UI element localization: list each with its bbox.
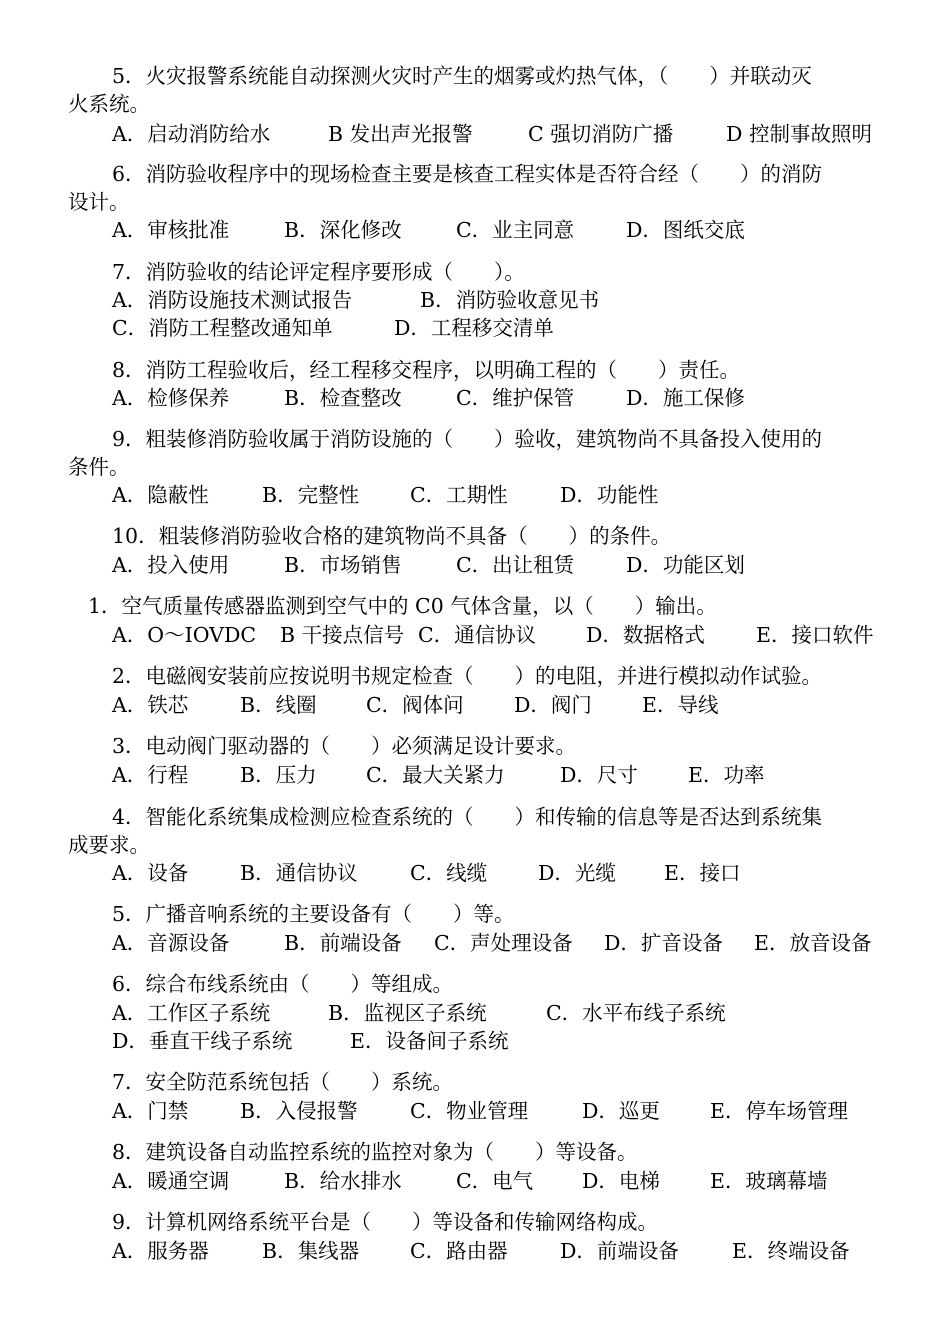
answer-option: D．垂直干线子系统 [112,1029,293,1053]
question-stem: 1．空气质量传感器监测到空气中的 C0 气体含量，以（ ）输出。 [88,594,717,618]
question-stem-continuation: 条件。 [68,455,130,479]
answer-option: E．放音设备 [754,931,872,955]
answer-option: B．给水排水 [284,1169,402,1193]
answer-option: C．维护保管 [456,386,575,410]
answer-option: D．巡更 [582,1099,660,1123]
answer-option: C．线缆 [410,861,488,885]
question-stem: 2．电磁阀安装前应按说明书规定检查（ ）的电阻，并进行模拟动作试验。 [112,664,823,688]
question-stem: 7．安全防范系统包括（ ）系统。 [112,1070,454,1094]
answer-option: A．审核批准 [112,218,230,242]
answer-option: B．消防验收意见书 [420,288,600,312]
answer-option: E．玻璃幕墙 [710,1169,828,1193]
answer-option: D．光缆 [538,861,616,885]
answer-option: E．设备间子系统 [350,1029,509,1053]
answer-option: C．业主同意 [456,218,575,242]
answer-option: A．设备 [112,861,189,885]
answer-option: C．消防工程整改通知单 [112,316,333,340]
question-stem: 9．粗装修消防验收属于消防设施的（ ）验收，建筑物尚不具备投入使用的 [112,427,823,451]
question-stem: 4．智能化系统集成检测应检查系统的（ ）和传输的信息等是否达到系统集 [112,805,823,829]
answer-option: A．暖通空调 [112,1169,230,1193]
answer-option: B．深化修改 [284,218,402,242]
answer-option: A．消防设施技术测试报告 [112,288,353,312]
answer-option: A．门禁 [112,1099,189,1123]
answer-option: C．最大关紧力 [366,763,505,787]
answer-option: A．启动消防给水 [112,122,271,146]
answer-option: B 干接点信号 [280,623,405,647]
answer-option: A．O～IOVDC [112,623,257,647]
answer-option: C．物业管理 [410,1099,529,1123]
answer-option: A．行程 [112,763,189,787]
answer-option: D．功能性 [560,483,659,507]
answer-option: D．数据格式 [586,623,705,647]
answer-option: C．阀体问 [366,693,464,717]
answer-option: B．检查整改 [284,386,402,410]
answer-option: C．路由器 [410,1239,508,1263]
answer-option: D．电梯 [582,1169,660,1193]
question-stem: 10．粗装修消防验收合格的建筑物尚不具备（ ）的条件。 [112,524,672,548]
answer-option: A．隐蔽性 [112,483,209,507]
answer-option: A．铁芯 [112,693,189,717]
answer-option: D．阀门 [514,693,592,717]
question-stem: 5．火灾报警系统能自动探测火灾时产生的烟雾或灼热气体，（ ）并联动灭 [112,64,812,88]
answer-option: B．完整性 [262,483,360,507]
answer-option: D 控制事故照明 [726,122,872,146]
answer-option: A．服务器 [112,1239,209,1263]
answer-option: C．出让租赁 [456,553,575,577]
answer-option: D．施工保修 [626,386,745,410]
question-stem-continuation: 成要求。 [68,833,150,857]
answer-option: D．工程移交清单 [394,316,554,340]
question-stem-continuation: 火系统。 [68,92,150,116]
answer-option: D．尺寸 [560,763,638,787]
answer-option: B．线圈 [240,693,317,717]
question-stem: 8．消防工程验收后，经工程移交程序，以明确工程的（ ）责任。 [112,358,741,382]
answer-option: A．音源设备 [112,931,230,955]
answer-option: E．终端设备 [732,1239,850,1263]
answer-option: C．工期性 [410,483,508,507]
answer-option: E．停车场管理 [710,1099,848,1123]
answer-option: B．监视区子系统 [328,1001,487,1025]
question-stem: 6．综合布线系统由（ ）等组成。 [112,972,454,996]
answer-option: E．接口 [664,861,741,885]
question-stem: 3．电动阀门驱动器的（ ）必须满足设计要求。 [112,734,577,758]
answer-option: A．投入使用 [112,553,230,577]
answer-option: D．图纸交底 [626,218,745,242]
question-stem: 5．广播音响系统的主要设备有（ ）等。 [112,902,515,926]
answer-option: D．前端设备 [560,1239,679,1263]
answer-option: D．功能区划 [626,553,745,577]
answer-option: E．接口软件 [756,623,874,647]
answer-option: B 发出声光报警 [328,122,473,146]
answer-option: C．电气 [456,1169,534,1193]
answer-option: C．通信协议 [418,623,537,647]
answer-option: B．集线器 [262,1239,360,1263]
answer-option: C．声处理设备 [434,931,573,955]
question-stem: 9．计算机网络系统平台是（ ）等设备和传输网络构成。 [112,1210,659,1234]
question-stem: 7．消防验收的结论评定程序要形成（ ）。 [112,260,525,284]
question-stem: 6．消防验收程序中的现场检查主要是核查工程实体是否符合经（ ）的消防 [112,162,823,186]
answer-option: C 强切消防广播 [528,122,674,146]
answer-option: B．前端设备 [284,931,402,955]
answer-option: E．功率 [688,763,765,787]
answer-option: A．工作区子系统 [112,1001,271,1025]
answer-option: D．扩音设备 [604,931,723,955]
question-stem-continuation: 设计。 [68,190,130,214]
answer-option: A．检修保养 [112,386,230,410]
answer-option: B．压力 [240,763,317,787]
question-stem: 8．建筑设备自动监控系统的监控对象为（ ）等设备。 [112,1140,638,1164]
answer-option: C．水平布线子系统 [546,1001,726,1025]
answer-option: B．入侵报警 [240,1099,358,1123]
answer-option: B．市场销售 [284,553,402,577]
answer-option: B．通信协议 [240,861,358,885]
answer-option: E．导线 [642,693,719,717]
